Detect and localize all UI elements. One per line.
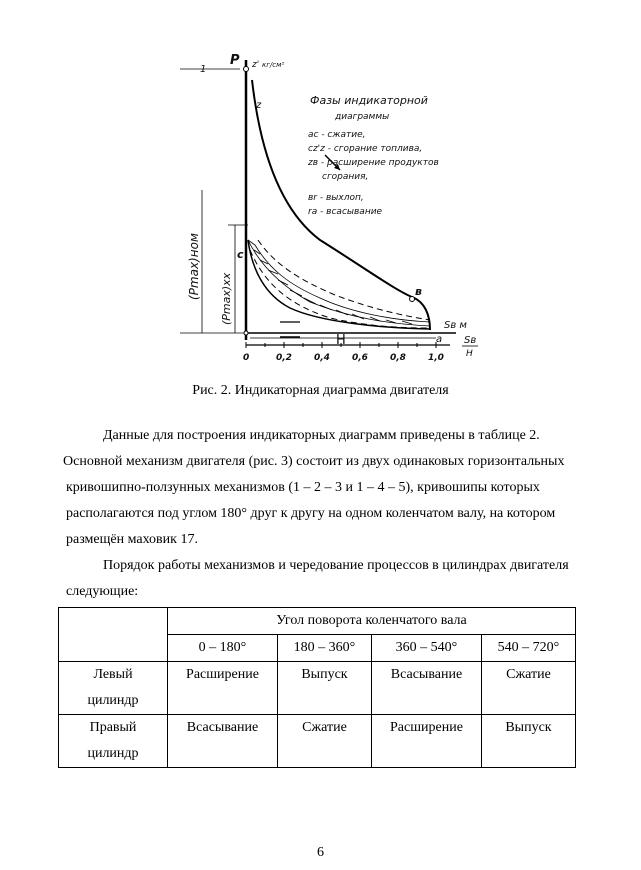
hatch-lines <box>254 250 412 324</box>
point-a-label: a <box>436 334 443 345</box>
page-number: 6 <box>317 845 324 860</box>
legend-item: zв - расширение продуктов <box>308 158 439 168</box>
table-cell: Расширение <box>371 715 481 768</box>
text-line: следующие: <box>66 584 139 599</box>
legend <box>307 94 439 217</box>
legend-item: вr - выхлоп, <box>308 193 364 203</box>
table-cell: Сжатие <box>481 662 575 715</box>
x-tick-label: 1,0 <box>428 353 444 363</box>
point-r <box>244 331 248 335</box>
table-cell: Всасывание <box>371 662 481 715</box>
text-line: Данные для построения индикаторных диаграмм приведены в таблице 2. <box>103 428 540 443</box>
x-axis-label-bottom: H <box>466 349 473 359</box>
dashed-curve-upper <box>258 240 430 320</box>
dim-pmax-xx-label: (Pmax)хх <box>220 272 233 325</box>
table-row <box>59 715 576 768</box>
point-z1-label: z' <box>252 60 260 70</box>
marker-1: 1 <box>200 64 207 75</box>
column-header: 360 – 540° <box>371 635 481 662</box>
x-tick-label: 0,8 <box>390 353 406 363</box>
column-header: 180 – 360° <box>277 635 371 662</box>
text-line: кривошипно-ползунных механизмов (1 – 2 – 3 и 1 – 4 – 5), кривошипы которых <box>66 480 540 495</box>
table-group-header: Угол поворота коленчатого вала <box>168 608 576 635</box>
table-corner-cell <box>59 608 168 662</box>
column-header: 0 – 180° <box>168 635 278 662</box>
point-z-label: z <box>256 100 262 111</box>
row-label: Правый цилиндр <box>59 715 168 768</box>
table-cell: Расширение <box>168 662 278 715</box>
process-table <box>58 607 576 768</box>
x-tick-label: 0,4 <box>314 353 330 363</box>
table-cell: Всасывание <box>168 715 278 768</box>
legend-title: Фазы индикаторной <box>310 94 428 107</box>
figure-caption: Рис. 2. Индикаторная диаграмма двигателя <box>192 383 449 398</box>
legend-item: ac - сжатие, <box>308 130 366 140</box>
paragraph-1 <box>63 423 586 553</box>
x-tick-label: 0,2 <box>276 353 292 363</box>
point-b-label: в <box>415 285 422 298</box>
text-line: размещён маховик 17. <box>66 532 198 547</box>
column-header: 540 – 720° <box>481 635 575 662</box>
point-c-label: c <box>237 248 244 261</box>
s-label: Sв м <box>444 320 467 331</box>
x-tick-label: 0,6 <box>352 353 368 363</box>
point-z1 <box>244 67 249 72</box>
table-row <box>59 662 576 715</box>
compression-curve <box>248 240 430 329</box>
indicator-diagram-figure <box>180 40 480 385</box>
text-line: располагаются под углом 180° друг к другу на одном коленчатом валу, на котором <box>66 506 556 521</box>
dim-pmax-nom-label: (Pmax)ном <box>187 233 201 300</box>
y-axis-units: кг/см² <box>262 61 285 69</box>
paragraph-2 <box>66 553 586 605</box>
text-line: Основной механизм двигателя (рис. 3) состоит из двух одинаковых горизонтальных <box>63 454 565 469</box>
dashed-curve-lower <box>250 250 430 328</box>
legend-item: сгорания, <box>322 172 369 182</box>
legend-item: cz'z - сгорание топлива, <box>308 144 423 154</box>
x-tick-label: 0 <box>243 353 250 363</box>
table-cell: Выпуск <box>277 662 371 715</box>
indicator-diagram <box>180 40 480 385</box>
point-b <box>410 297 415 302</box>
legend-title: диаграммы <box>335 112 390 122</box>
h-dimension-label: H <box>336 333 346 348</box>
row-label: Левый цилиндр <box>59 662 168 715</box>
table-cell: Сжатие <box>277 715 371 768</box>
legend-item: ra - всасывание <box>308 207 383 217</box>
text-line: Порядок работы механизмов и чередование процессов в цилиндрах двигателя <box>103 558 569 573</box>
y-axis-label: P <box>230 53 240 68</box>
table-cell: Выпуск <box>481 715 575 768</box>
x-axis-label-top: Sв <box>464 335 477 346</box>
